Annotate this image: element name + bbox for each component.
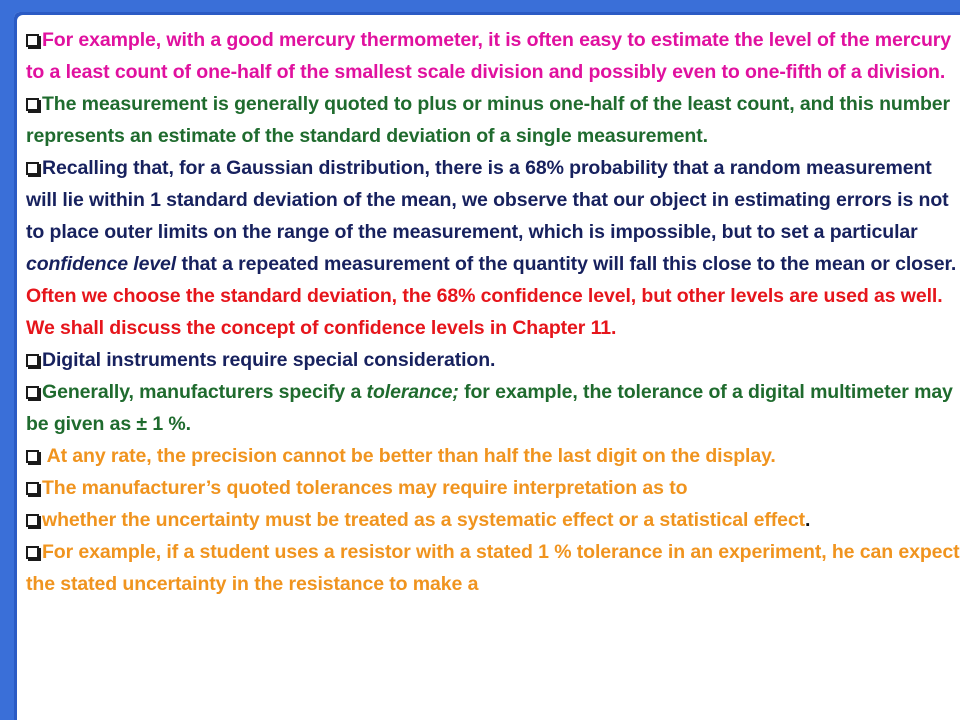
checkbox-bullet-icon	[26, 354, 39, 367]
paragraph-text: for example, the tolerance of a digital multimeter may be given as ± 1 %.	[26, 381, 953, 435]
paragraph-tail: .	[805, 509, 811, 531]
paragraph-text: The measurement is generally quoted to plus or minus one-half of the least count, and this number represents an estimate of the standard deviation of a single measurement.	[26, 93, 951, 147]
checkbox-bullet-icon	[26, 514, 39, 527]
bullet-paragraph-systematic	[26, 504, 960, 536]
checkbox-bullet-icon	[26, 386, 39, 399]
checkbox-bullet-icon	[26, 98, 39, 111]
bullet-paragraph-digital	[26, 344, 960, 376]
paragraph-text: For example, if a student uses a resistor with a stated 1 % tolerance in an experiment, he can expect the stated uncertainty in the resistance to make a	[26, 541, 960, 595]
paragraph-confidence	[26, 280, 960, 344]
paragraph-text: Generally, manufacturers specify a	[42, 381, 367, 403]
paragraph-text: For example, with a good mercury thermometer, it is often easy to estimate the level of the mercury to a least count of one-half of the smallest scale division and possibly even to one-fifth of a division.	[26, 29, 952, 83]
bullet-paragraph-tolerance	[26, 376, 960, 440]
bullet-paragraph-quoted-tolerances	[26, 472, 960, 504]
paragraph-text: At any rate, the precision cannot be better than half the last digit on the display.	[42, 445, 776, 467]
paragraph-text: Digital instruments require special consideration.	[42, 349, 496, 371]
bullet-paragraph-thermometer	[26, 24, 960, 88]
checkbox-bullet-icon	[26, 482, 39, 495]
bullet-paragraph-resistor	[26, 536, 960, 600]
paragraph-text: Recalling that, for a Gaussian distribution, there is a 68% probability that a random measurement will lie within 1 standard deviation of the mean, we observe that our object in estimating errors is not to place outer limits on the range of the measurement, which is impossible, but to set a particular	[26, 157, 949, 243]
emphasis-text: tolerance;	[366, 381, 459, 403]
bullet-paragraph-precision	[26, 440, 960, 472]
paragraph-text: Often we choose the standard deviation, the 68% confidence level, but other levels are used as well. We shall discuss the concept of confidence levels in Chapter 11.	[26, 285, 943, 339]
checkbox-bullet-icon	[26, 546, 39, 559]
emphasis-text: confidence level	[26, 253, 177, 275]
bullet-paragraph-measurement	[26, 88, 960, 152]
checkbox-bullet-icon	[26, 162, 39, 175]
paragraph-text: The manufacturer’s quoted tolerances may require interpretation as to	[42, 477, 688, 499]
slide-body	[26, 24, 960, 600]
bullet-paragraph-gaussian	[26, 152, 960, 280]
paragraph-text: whether the uncertainty must be treated as a systematic effect or a statistical effect	[42, 509, 806, 531]
slide	[14, 12, 960, 720]
checkbox-bullet-icon	[26, 450, 39, 463]
paragraph-text: that a repeated measurement of the quantity will fall this close to the mean or closer.	[176, 253, 957, 275]
checkbox-bullet-icon	[26, 34, 39, 47]
